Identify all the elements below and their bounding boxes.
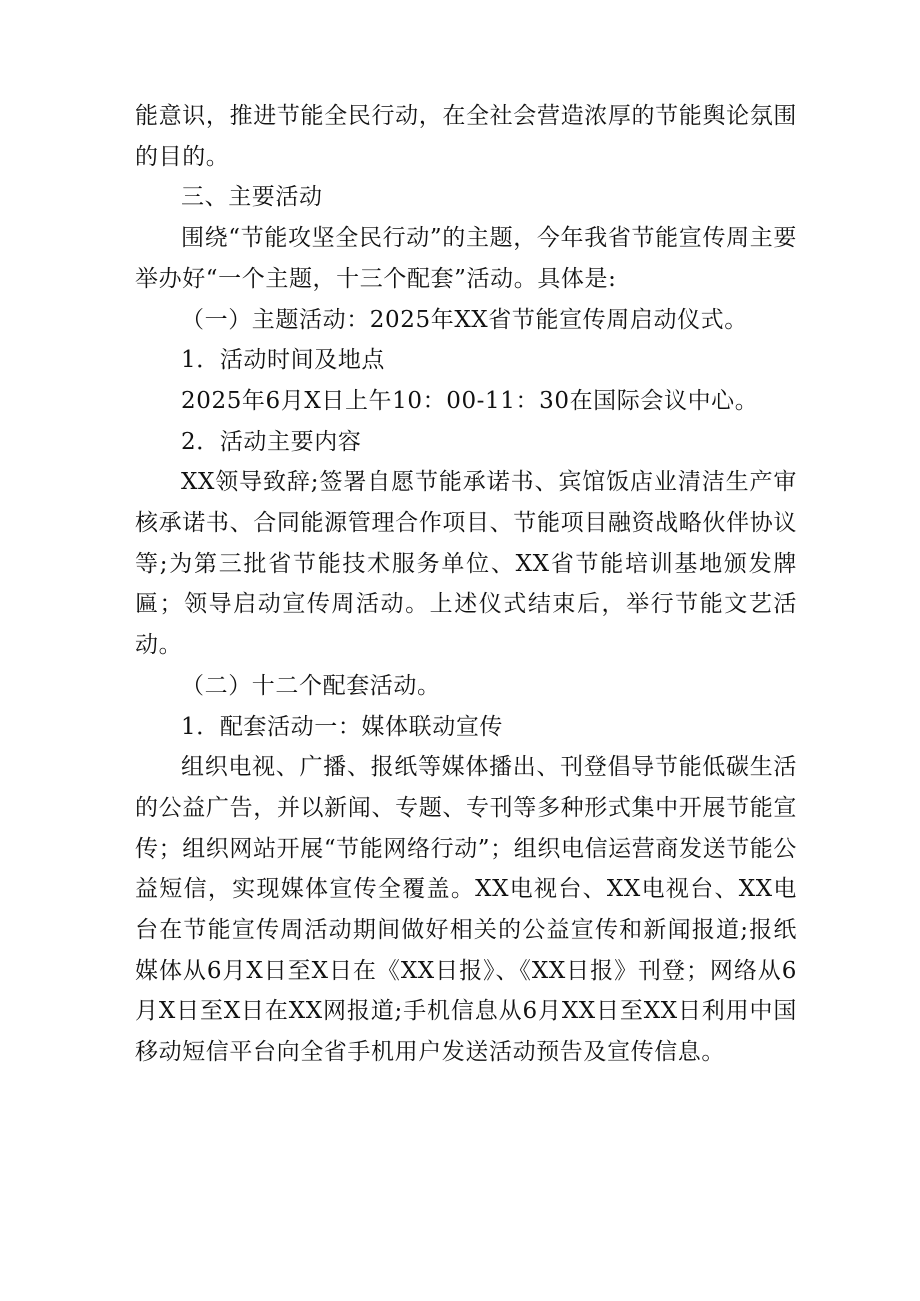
item-heading-time-location: 1．活动时间及地点 xyxy=(181,347,386,374)
paragraph-media-campaign: 组织电视、广播、报纸等媒体播出、刊登倡导节能低碳生活的公益广告，并以新闻、专题、专刊等多种形式集中开展节能宣传；组织网站开展“节能网络行动”；组织电信运营商发送节能公益短信，实现媒体宣传全覆盖。XX电视台、XX电视台、XX电台在节能宣传周活动期间做好相关的公益宣传和新闻报道;报纸媒体从6月X日至X日在《XX日报》、《XX日报》刊登；网络从6月X日至X日在XX网报道;手机信息从6月XX日至XX日利用中国移动短信平台向全省手机用户发送活动预告及宣传信息。 xyxy=(135,754,797,1066)
subsection-heading-theme-activity: （一）主题活动：2025年XX省节能宣传周启动仪式。 xyxy=(181,306,748,333)
paragraph-intro-continuation: 能意识，推进节能全民行动，在全社会营造浓厚的节能舆论氛围的目的。 xyxy=(135,103,797,170)
paragraph-theme-overview: 围绕“节能攻坚全民行动”的主题，今年我省节能宣传周主要举办好“一个主题，十三个配套”活动。具体是: xyxy=(135,225,797,292)
paragraph-time-location: 2025年6月X日上午10：00-11：30在国际会议中心。 xyxy=(181,387,759,414)
item-heading-main-content: 2．活动主要内容 xyxy=(181,428,362,455)
section-heading-main-activities: 三、主要活动 xyxy=(181,184,323,211)
item-heading-media-campaign: 1．配套活动一：媒体联动宣传 xyxy=(181,713,504,740)
document-body xyxy=(135,96,797,1073)
paragraph-main-content: XX领导致辞;签署自愿节能承诺书、宾馆饭店业清洁生产审核承诺书、合同能源管理合作项目、节能项目融资战略伙伴协议等;为第三批省节能技术服务单位、XX省节能培训基地颁发牌匾；领导启动宣传周活动。上述仪式结束后，举行节能文艺活动。 xyxy=(135,469,797,659)
subsection-heading-supporting-activities: （二）十二个配套活动。 xyxy=(181,672,441,699)
